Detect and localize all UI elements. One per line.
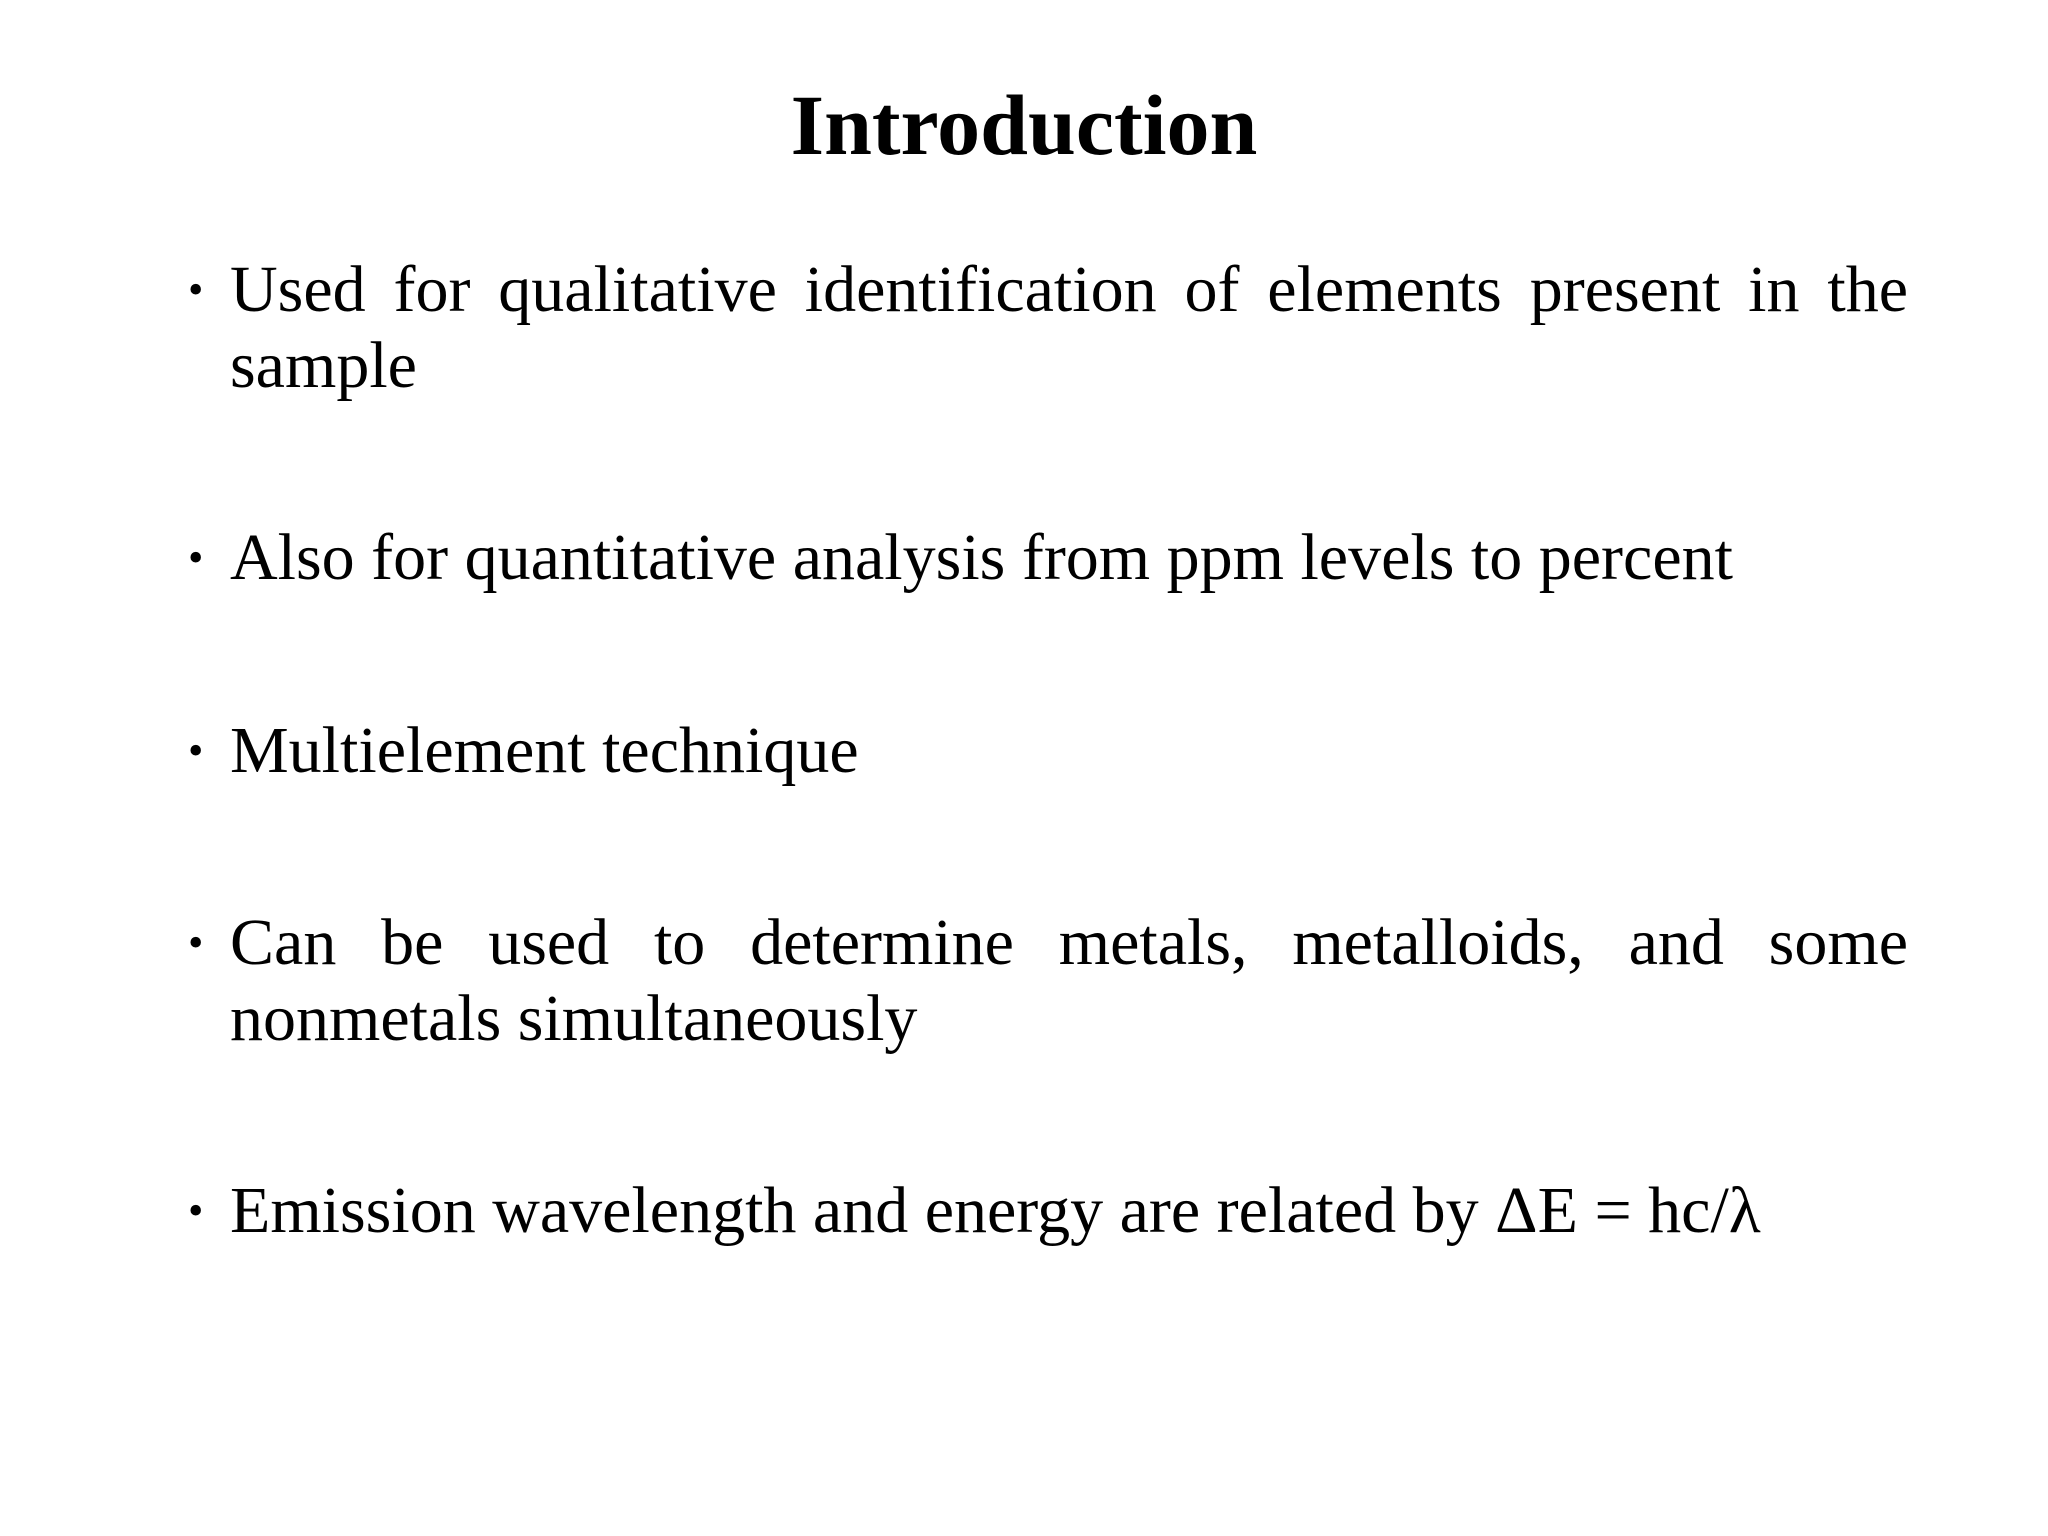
bullet-icon: • [188,1186,204,1235]
bullet-icon: • [188,918,204,967]
bullet-item-multielement [188,713,1908,789]
slide-title: Introduction [790,77,1258,173]
bullet-icon: • [188,533,204,582]
bullet-text: Used for qualitative identification of elements present in the sample [230,253,1908,402]
bullet-text: Emission wavelength and energy are related by ΔE = hc/λ [230,1174,1761,1247]
bullet-item-emission-energy [188,1173,1908,1249]
bullet-text: Also for quantitative analysis from ppm levels to percent [230,521,1733,594]
bullet-icon: • [188,265,204,314]
bullet-item-metals [188,905,1908,1057]
bullet-text: Multielement technique [230,714,859,787]
bullet-icon: • [188,726,204,775]
bullet-text: Can be used to determine metals, metalloids, and some nonmetals simultaneously [230,906,1908,1055]
bullet-item-quantitative [188,520,1908,596]
bullet-item-qualitative [188,252,1908,404]
